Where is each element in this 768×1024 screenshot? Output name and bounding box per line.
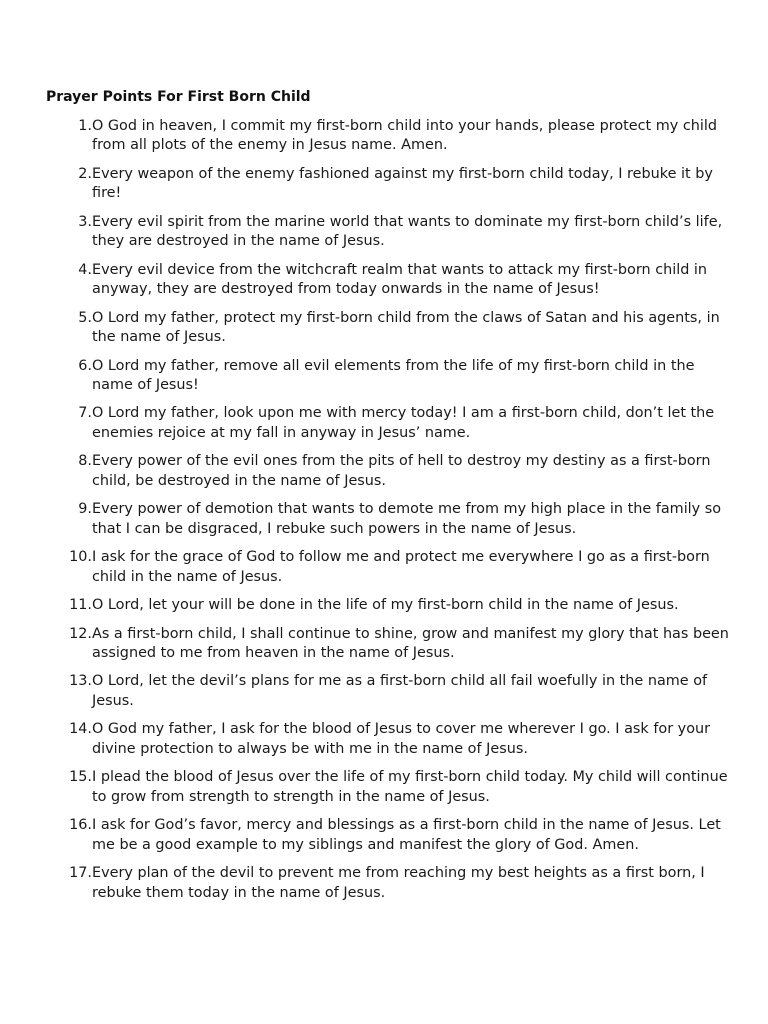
prayer-item-number — [46, 625, 92, 644]
prayer-item-text: Every power of demotion that wants to demote me from my high place in the family so that I can be disgraced, I rebuke such powers in the name of Jesus. — [92, 501, 722, 537]
prayer-item — [46, 309, 736, 348]
prayer-item-number-label: 4. — [78, 261, 92, 278]
prayer-item — [46, 625, 736, 664]
prayer-item-number-label: 7. — [78, 405, 92, 422]
prayer-item-number — [46, 768, 92, 787]
prayer-item-number — [46, 548, 92, 567]
prayer-item — [46, 213, 736, 252]
prayer-item-number — [46, 864, 92, 883]
prayer-item-number — [46, 452, 92, 471]
prayer-item-number-label: 8. — [78, 453, 92, 470]
prayer-item-number-label: 14. — [69, 721, 92, 738]
prayer-item-text: I ask for God’s favor, mercy and blessings as a first-born child in the name of Jesus. Let me be a good example to my siblings and manifest the glory of God. Amen. — [92, 817, 721, 853]
prayer-item-text: O God in heaven, I commit my first-born child into your hands, please protect my child from all plots of the enemy in Jesus name. Amen. — [92, 118, 718, 154]
prayer-item — [46, 864, 736, 903]
prayer-item — [46, 768, 736, 807]
prayer-item — [46, 548, 736, 587]
prayer-item — [46, 357, 736, 396]
prayer-item-text: I plead the blood of Jesus over the life of my first-born child today. My child will continue to grow from strength to strength in the name of Jesus. — [92, 769, 728, 805]
prayer-item — [46, 117, 736, 156]
prayer-item — [46, 452, 736, 491]
prayer-item-number — [46, 672, 92, 691]
prayer-item-number — [46, 261, 92, 280]
prayer-item-number-label: 3. — [78, 213, 92, 230]
prayer-item-text: I ask for the grace of God to follow me and protect me everywhere I go as a first-born child in the name of Jesus. — [92, 549, 710, 585]
prayer-item-number-label: 12. — [69, 625, 92, 642]
prayer-item-text: O Lord, let the devil’s plans for me as a first-born child all fail woefully in the name of Jesus. — [92, 673, 708, 709]
prayer-item-number — [46, 165, 92, 184]
prayer-item-number-label: 11. — [69, 597, 92, 614]
prayer-item-text: O Lord my father, remove all evil elements from the life of my first-born child in the name of Jesus! — [92, 357, 695, 393]
prayer-item — [46, 404, 736, 443]
prayer-item-number-label: 17. — [69, 865, 92, 882]
prayer-item — [46, 816, 736, 855]
prayer-item-text: O Lord my father, look upon me with mercy today! I am a first-born child, don’t let the enemies rejoice at my fall in anyway in Jesus’ name. — [92, 405, 715, 441]
prayer-item-number — [46, 720, 92, 739]
prayer-item-number-label: 10. — [69, 549, 92, 566]
prayer-item-number-label: 1. — [78, 118, 92, 134]
prayer-item-number — [46, 816, 92, 835]
prayer-list — [46, 117, 736, 912]
prayer-item-text: O God my father, I ask for the blood of Jesus to cover me wherever I go. I ask for your divine protection to always be with me in the name of Jesus. — [92, 721, 711, 757]
document-title: Prayer Points For First Born Child — [46, 89, 311, 105]
prayer-item-text: O Lord, let your will be done in the life of my first-born child in the name of Jesus. — [92, 597, 679, 614]
prayer-item-number — [46, 213, 92, 232]
prayer-item-number-label: 16. — [69, 817, 92, 834]
prayer-item-number — [46, 596, 92, 615]
prayer-item-text: Every evil device from the witchcraft realm that wants to attack my first-born child in anyway, they are destroyed from today onwards in the name of Jesus! — [92, 261, 708, 298]
prayer-item-text: Every evil spirit from the marine world that wants to dominate my first-born child’s life, they are destroyed in the name of Jesus. — [92, 213, 723, 250]
prayer-item — [46, 165, 736, 204]
prayer-item-number — [46, 500, 92, 519]
prayer-item — [46, 596, 736, 615]
prayer-item-number-label: 15. — [69, 769, 92, 786]
prayer-item-number-label: 2. — [78, 165, 92, 182]
prayer-item-text: Every power of the evil ones from the pits of hell to destroy my destiny as a first-born child, be destroyed in the name of Jesus. — [92, 453, 711, 489]
prayer-item — [46, 261, 736, 300]
prayer-item-number — [46, 117, 92, 136]
prayer-item-text: As a first-born child, I shall continue to shine, grow and manifest my glory that has been assigned to me from heaven in the name of Jesus. — [92, 625, 729, 661]
prayer-item-text: O Lord my father, protect my first-born child from the claws of Satan and his agents, in the name of Jesus. — [92, 309, 720, 346]
prayer-item-text: Every plan of the devil to prevent me from reaching my best heights as a first born, I rebuke them today in the name of Jesus. — [92, 865, 705, 901]
prayer-item-text: Every weapon of the enemy fashioned against my first-born child today, I rebuke it by fire! — [92, 165, 713, 202]
prayer-item-number — [46, 357, 92, 376]
prayer-item-number-label: 9. — [78, 501, 92, 518]
prayer-item-number — [46, 404, 92, 423]
prayer-item — [46, 500, 736, 539]
prayer-item — [46, 720, 736, 759]
prayer-item — [46, 672, 736, 711]
prayer-item-number-label: 6. — [78, 357, 92, 374]
prayer-item-number — [46, 309, 92, 328]
prayer-item-number-label: 13. — [69, 673, 92, 690]
prayer-item-number-label: 5. — [78, 309, 92, 326]
